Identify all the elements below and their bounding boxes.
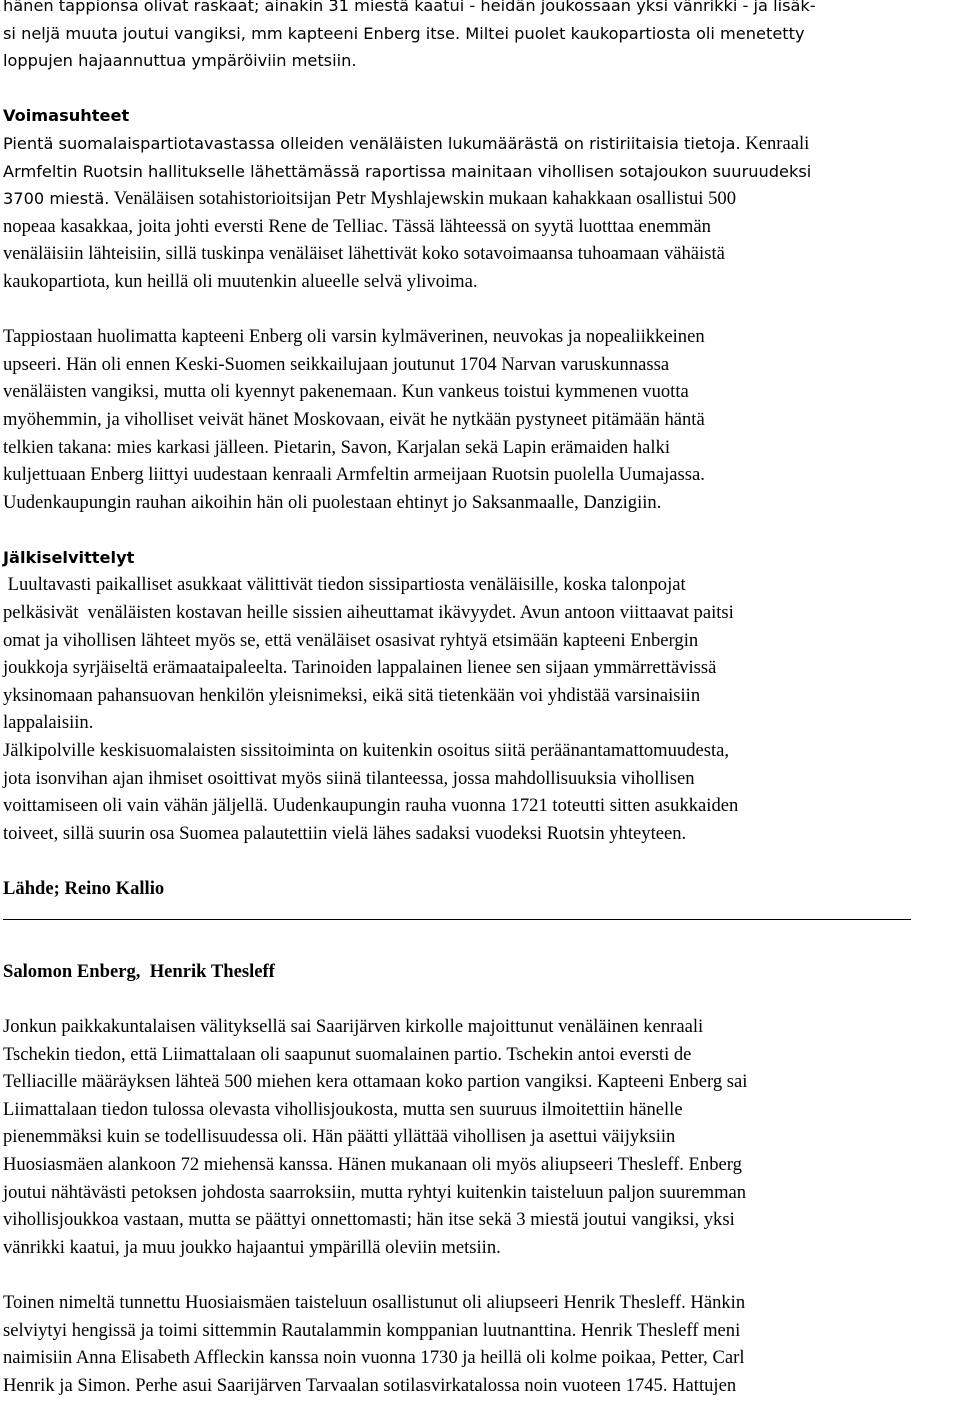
text-line: jota isonvihan ajan ihmiset osoittivat myös siinä tilanteessa, jossa mahdollisuuksia vihollisen: [3, 767, 695, 789]
section-heading: Salomon Enberg, Henrik Thesleff: [3, 960, 275, 982]
text-span: 3700 miestä.: [3, 189, 110, 209]
text-line: naimisiin Anna Elisabeth Affleckin kanssa noin vuonna 1730 ja heillä oli kolme poikaa, Petter, Carl: [3, 1347, 745, 1369]
text-line: selviytyi hengissä ja toimi sittemmin Rautalammin komppanian luutnanttina. Henrik Thesleff meni: [3, 1319, 741, 1341]
paragraph-gap: [3, 296, 958, 324]
section-heading: Voimasuhteet: [3, 106, 130, 126]
source-label: Lähde; Reino Kallio: [3, 878, 165, 899]
text-line: omat ja vihollisen lähteet myös se, että venäläiset osasivat ryhtyä etsimään kapteeni Enbergin: [3, 629, 699, 651]
text-line: kuljettuaan Enberg liittyi uudestaan kenraali Armfeltin armeijaan Ruotsin puolella Uumajassa.: [3, 464, 705, 486]
section-salomon-enberg: [3, 958, 958, 1400]
text-line: vihollisjoukkoa vastaan, mutta se päättyi onnettomasti; hän itse sekä 3 miestä joutui vangiksi, yksi: [3, 1209, 735, 1231]
text-line: telkien takana: mies karkasi jälleen. Pietarin, Savon, Karjalan sekä Lapin erämaiden halki: [3, 436, 671, 458]
paragraph-gap: [3, 985, 958, 1013]
text-line: pienemmäksi kuin se todellisuudessa oli. Hän päätti yllättää vihollisen ja asettui väijyksiin: [3, 1126, 676, 1148]
text-span: Kenraali: [740, 132, 810, 154]
text-line: Tschekin tiedon, että Liimattalaan oli saapunut suomalainen partio. Tschekin antoi eversti de: [3, 1043, 692, 1065]
text-line: Uudenkaupungin rauhan aikoihin hän oli puolestaan ehtinyt jo Saksanmaalle, Danzigiin.: [3, 491, 662, 513]
text-line: si neljä muuta joutui vangiksi, mm kapteeni Enberg itse. Miltei puolet kaukopartiosta oli menetetty: [3, 23, 805, 43]
text-line: [3, 130, 958, 158]
text-line: upseeri. Hän oli ennen Keski-Suomen seikkailujaan joutunut 1704 Narvan varuskunnassa: [3, 353, 670, 375]
text-line: Telliacille määräyksen lähteä 500 miehen kera ottamaan koko partion vangiksi. Kapteeni Enberg sai: [3, 1071, 748, 1093]
text-line: Henrik ja Simon. Perhe asui Saarijärven Tarvaalan sotilasvirkatalossa noin vuoteen 1745. Hattujen: [3, 1374, 737, 1396]
text-line: pelkäsivät venäläisten kostavan heille sissien aiheuttamat ikävyydet. Avun antoon viittaavat paitsi: [3, 602, 734, 624]
text-line: Jälkipolville keskisuomalaisten sissitoiminta on kuitenkin osoitus siitä peräänantamattomuudesta,: [3, 740, 730, 762]
paragraph-gap: [3, 516, 958, 544]
text-line: vänrikki kaatui, ja muu joukko hajaantui ympärillä oleviin metsiin.: [3, 1236, 501, 1258]
text-line: voittamiseen oli vain vähän jäljellä. Uudenkaupungin rauha vuonna 1721 toteutti sitten asukkaiden: [3, 795, 739, 817]
text-span: Venäläisen sotahistorioitsijan Petr Myshlajewskin mukaan kahakkaan osallistui 500: [109, 188, 736, 210]
text-line: venäläisten vangiksi, mutta oli kyennyt pakenemaan. Kun vankeus toistui kymmenen vuotta: [3, 381, 689, 403]
text-line: Jonkun paikkakuntalaisen välityksellä sai Saarijärven kirkolle majoittunut venäläinen kenraali: [3, 1015, 704, 1037]
text-line: myöhemmin, ja viholliset veivät hänet Moskovaan, eivät he nytkään pystyneet pitämään häntä: [3, 408, 705, 430]
text-line: joutui nähtävästi petoksen johdosta saarroksiin, mutta ryhtyi kuitenkin taisteluun paljon suuremman: [3, 1181, 747, 1203]
text-line: joukkoja syrjäiseltä erämaataipaleelta. Tarinoiden lappalainen lienee sen sijaan ymmärrettävissä: [3, 657, 717, 679]
text-line: [3, 185, 958, 213]
section-jalkiselvittelyt: [3, 544, 958, 848]
text-line: kaukopartiota, kun heillä oli muutenkin alueelle selvä ylivoima.: [3, 270, 478, 292]
divider-line: [3, 919, 911, 920]
text-span: Pientä suomalaispartiotavastassa olleiden venäläisten lukumäärästä on ristiriitaisia tietoja.: [3, 133, 741, 153]
intro-paragraph: [3, 0, 958, 75]
section-heading: Jälkiselvittelyt: [3, 547, 135, 567]
text-line: [3, 213, 958, 241]
paragraph-gap: [3, 75, 958, 103]
text-line: toiveet, sillä suurin osa Suomea palautettiin vielä lähes sadaksi vuodeksi Ruotsin yhteyteen.: [3, 822, 687, 844]
text-span: Tässä lähteessä on syytä luotttaa enemmän: [388, 215, 711, 237]
text-line: Luultavasti paikalliset asukkaat välittivät tiedon sissipartiosta venäläisille, koska talonpojat: [3, 574, 686, 596]
paragraph-gap: [3, 930, 958, 958]
text-span: nopeaa kasakkaa, joita johti eversti Rene de Telliac.: [3, 215, 389, 237]
text-line: Liimattalaan tiedon tulossa olevasta vihollisjoukosta, mutta sen suuruus ilmoitettiin hänelle: [3, 1098, 683, 1120]
paragraph-gap: [3, 1261, 958, 1289]
paragraph-enberg-biography: [3, 323, 958, 516]
text-line: Toinen nimeltä tunnettu Huosiaismäen taisteluun osallistunut oli aliupseeri Henrik Thesleff. Hänkin: [3, 1291, 746, 1313]
text-line: lappalaisiin.: [3, 712, 94, 734]
text-line: Armfeltin Ruotsin hallitukselle lähettämässä raportissa mainitaan vihollisen sotajoukon suuruudeksi: [3, 161, 812, 181]
paragraph-gap: [3, 847, 958, 875]
text-line: Tappiostaan huolimatta kapteeni Enberg oli varsin kylmäverinen, neuvokas ja nopealiikkeinen: [3, 326, 705, 348]
horizontal-rule: [3, 903, 958, 931]
text-line: venäläisiin lähteisiin, sillä tuskinpa venäläiset lähettivät koko sotavoimaansa tuhoamaan vähäistä: [3, 243, 725, 265]
text-line: loppujen hajaannuttua ympäröiviin metsiin.: [3, 51, 357, 71]
text-line: Huosiasmäen alankoon 72 miehensä kanssa. Hänen mukanaan oli myös aliupseeri Thesleff. Enberg: [3, 1153, 742, 1175]
text-line: yksinomaan pahansuovan henkilön yleisnimeksi, eikä sitä tietenkään voi yhdistää varsinaisiin: [3, 684, 701, 706]
section-voimasuhteet: [3, 102, 958, 295]
text-line: hänen tappionsa olivat raskaat; ainakin 31 miestä kaatui - heidän joukossaan yksi vänrikki - ja lisäk-: [3, 0, 816, 15]
document-page: [3, 0, 958, 1399]
